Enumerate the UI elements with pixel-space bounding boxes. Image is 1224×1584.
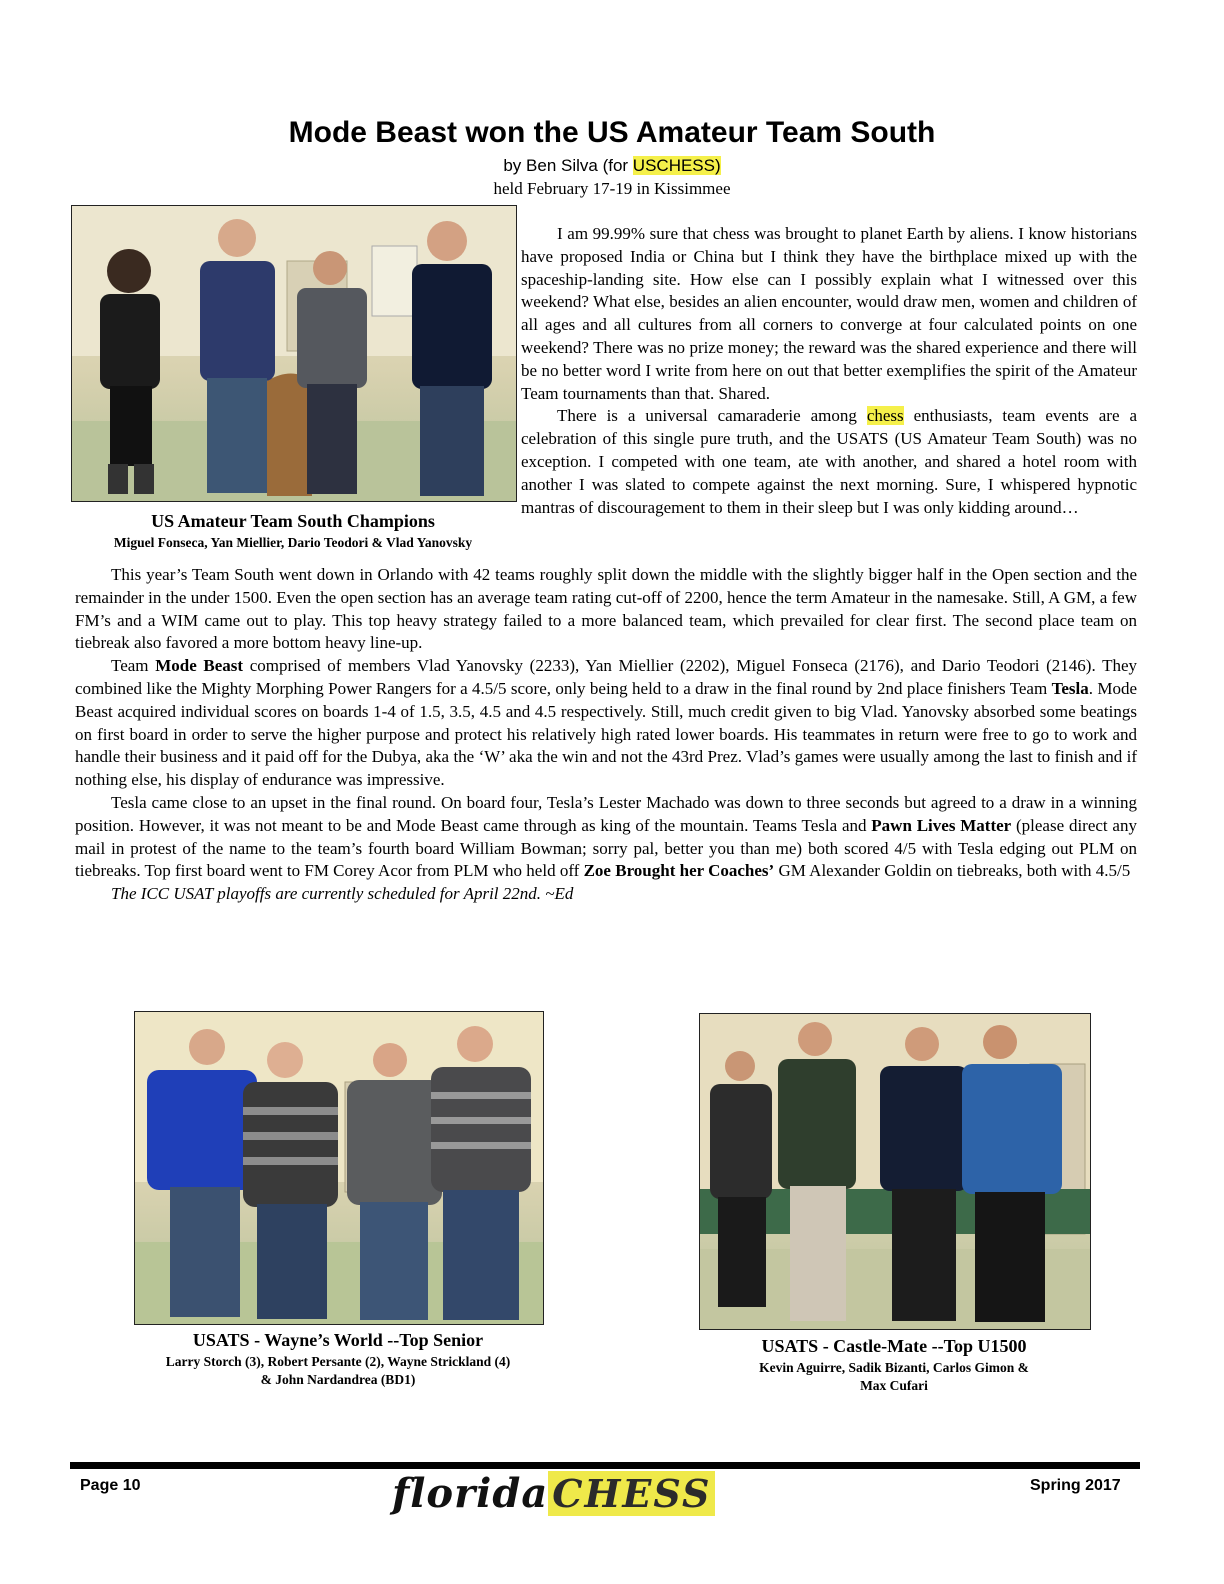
photo3-caption-names-2: Max Cufari: [860, 1378, 928, 1393]
footer-divider: [70, 1462, 1140, 1469]
paragraph-4-text-d: . Mode Beast acquired individual scores on boards 1-4 of 1.5, 3.5, 4.5 and 4.5 respectively. Still, much credit given to big Vlad. Yanovsky absorbed some beatings on first board in order to serve the higher purpose and protect his relatively high rated lower boards. His teammates in return were free to go to work and handle their business and it paid off for the Dubya, aka the ‘W’ aka the win and not the 43rd Prez. Vlad’s games were usually among the last to finish and if nothing else, his display of endurance was impressive.: [75, 678, 1137, 790]
champions-photo: [71, 205, 517, 502]
paragraph-1: I am 99.99% sure that chess was brought to planet Earth by aliens. I know historians have proposed India or China but I think they have the birthplace mixed up with the spaceship-landing site. How else can I possibly explain what I witnessed over this weekend? What else, besides an alien encounter, would draw men, women and children of all ages and all cultures from all corners to converge at four calculated points on one weekend? There was no prize money; the reward was the shared experience and there will be no better word I write from here on out that better exemplifies the spirit of the Amateur Team tournaments than that. Shared.: [521, 224, 1137, 403]
editor-note: The ICC USAT playoffs are currently scheduled for April 22nd. ~Ed: [111, 884, 574, 904]
paragraph-5-text-a: Tesla came close to an upset in the final round. On board four, Tesla’s Lester Machado was down to three seconds but agreed to a draw in a winning position. However, it was not meant to be and Mode Beast came through as king of the mountain. Teams Tesla and: [75, 792, 1137, 835]
team-tesla: Tesla: [1051, 678, 1089, 698]
paragraph-4-text-a: Team: [111, 656, 156, 676]
photo2-caption-title: USATS - Wayne’s World --Top Senior: [192, 1330, 484, 1350]
paragraph-3: This year’s Team South went down in Orlando with 42 teams roughly split down the middle with the slightly bigger half in the Open section and the remainder in the under 1500. Even the open section has an average team rating cut-off of 2200, hence the term Amateur in the namesake. Still, A GM, a few FM’s and a WIM came out to play. This top heavy strategy failed to a more balanced team, which prevailed for clear first. The second place team on tiebreak also favored a more bottom heavy line-up.: [75, 565, 1137, 653]
photo1-caption-names: Miguel Fonseca, Yan Miellier, Dario Teodori & Vlad Yanovsky: [113, 535, 473, 550]
issue-label: Spring 2017: [1030, 1477, 1121, 1494]
paragraph-4: [75, 655, 1137, 792]
byline: [0, 156, 1224, 176]
top-senior-photo: [134, 1011, 544, 1325]
photo2-caption-names-2: & John Nardandrea (BD1): [260, 1372, 416, 1387]
top-u1500-photo: [699, 1013, 1091, 1330]
logo-florida: florida: [392, 1470, 549, 1517]
byline-prefix: by Ben Silva (for: [503, 156, 633, 175]
florida-chess-logo: [392, 1470, 715, 1520]
chess-highlight: chess: [866, 406, 904, 426]
article-main-column: [75, 564, 1137, 906]
photo1-caption-title: US Amateur Team South Champions: [151, 511, 435, 531]
article-title: Mode Beast won the US Amateur Team South: [288, 116, 936, 149]
article-intro-column: [521, 223, 1137, 519]
paragraph-2-text-b: enthusiasts, team events are a celebration of this single pure truth, and the USATS (US Amateur Team South) was no exception. I competed with one team, ate with another, and shared a hotel room with another I was slated to compete against the next morning. Sure, I whispered hypnotic mantras of discouragement to them in their sleep but I was only kidding around…: [521, 406, 1137, 517]
photo3-caption-names-1: Kevin Aguirre, Sadik Bizanti, Carlos Gimon &: [759, 1360, 1029, 1375]
logo-chess: CHESS: [548, 1471, 715, 1516]
paragraph-5-text-c: (please direct any mail in protest of the name to the team’s fourth board William Bowman; sorry pal, better you than me) both scored 4/5 with Tesla edging out PLM on tiebreaks. Top first board went to FM Corey Acor from PLM who held off: [75, 815, 1137, 881]
paragraph-2: [521, 405, 1137, 519]
paragraph-4-text-c: comprised of members Vlad Yanovsky (2233), Yan Miellier (2202), Miguel Fonseca (2176), and Dario Teodori (2146). They combined like the Mighty Morphing Power Rangers for a 4.5/5 score, only being held to a draw in the final round by 2nd place finishers Team: [75, 656, 1137, 698]
team-pawn-lives-matter: Pawn Lives Matter: [871, 815, 1012, 835]
photo2-caption-names-1: Larry Storch (3), Robert Persante (2), Wayne Strickland (4): [165, 1354, 511, 1369]
uschess-link[interactable]: USCHESS): [632, 156, 721, 175]
paragraph-2-text-a: There is a universal camaraderie among: [557, 406, 867, 426]
page-number: Page 10: [80, 1477, 141, 1494]
team-zoe-brought-her-coaches: Zoe Brought her Coaches’: [583, 861, 775, 881]
paragraph-5: [75, 792, 1137, 883]
event-dates: held February 17-19 in Kissimmee: [493, 179, 731, 198]
photo3-caption-title: USATS - Castle-Mate --Top U1500: [761, 1336, 1027, 1356]
team-mode-beast: Mode Beast: [155, 656, 244, 676]
paragraph-5-text-d: GM Alexander Goldin on tiebreaks, both with 4.5/5: [774, 861, 1131, 881]
